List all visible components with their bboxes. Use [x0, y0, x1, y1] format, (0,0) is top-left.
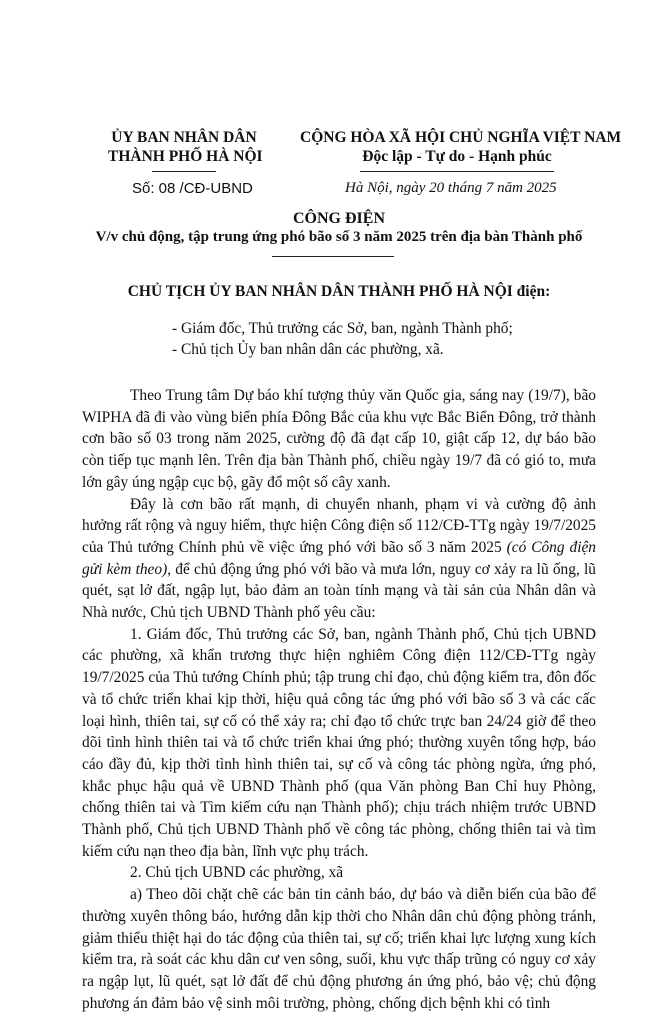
- subject-underline: [272, 256, 394, 257]
- document-type-title: CÔNG ĐIỆN: [292, 210, 385, 227]
- body-paragraph-4: 2. Chủ tịch UBND các phường, xã: [130, 864, 344, 882]
- org-name-line2: THÀNH PHỐ HÀ NỘI: [108, 148, 263, 165]
- org-underline: [152, 171, 216, 172]
- country-name: CỘNG HÒA XÃ HỘI CHỦ NGHĨA VIỆT NAM: [300, 129, 622, 146]
- document-number: Số: 08 /CĐ-UBND: [132, 180, 253, 197]
- sender-line: CHỦ TỊCH ỦY BAN NHÂN DÂN THÀNH PHỐ HÀ NỘI điện:: [127, 283, 551, 300]
- recipient-item: - Giám đốc, Thủ trưởng các Sở, ban, ngành Thành phố;: [172, 320, 513, 337]
- body-paragraph-2: Đây là cơn bão rất mạnh, di chuyển nhanh, phạm vi và cường độ ảnh hưởng rất rộng và nguy hiểm, thực hiện Công điện số 112/CĐ-TTg ngày 19/7/2025 của Thủ tướng Chính phủ về việc ứng phó với bão số 3 năm 2025 (có Công điện gửi kèm theo), để chủ động ứng phó với bão và mưa lớn, nguy cơ xảy ra lũ ống, lũ quét, sạt lở đất, ngập lụt, bảo đảm an toàn tính mạng và tài sản của Nhân dân và Nhà nước, Chủ tịch UBND Thành phố yêu cầu:: [82, 495, 596, 622]
- body-paragraph-3: 1. Giám đốc, Thủ trưởng các Sở, ban, ngành Thành phố, Chủ tịch UBND các phường, xã khẩn trương thực hiện nghiêm Công điện 112/CĐ-TTg ngày 19/7/2025 của Thủ tướng Chính phủ; tập trung chỉ đạo, chủ động kiểm tra, đôn đốc và tổ chức triển khai kịp thời, hiệu quả công tác ứng phó với bão số 3 và các cấc loại hình, thiên tai, sự cố có thể xảy ra; chỉ đạo tổ chức trực ban 24/24 giờ để theo dõi tình hình thiên tai và tổ chức triển khai ứng phó; thường xuyên tổng hợp, báo cáo đầy đủ, kịp thời tình hình thiên tai, sự cố và công tác phòng ngừa, ứng phó, khắc phục hậu quả về UBND Thành phố (qua Văn phòng Ban Chỉ huy Phòng, chống thiên tai và Tìm kiếm cứu nạn Thành phố); chịu trách nhiệm trước UBND Thành phố, Chủ tịch UBND Thành phố về công tác phòng, chống thiên tai và tìm kiếm cứu nạn theo địa bàn, lĩnh vực phụ trách.: [82, 625, 596, 860]
- document-body: [82, 385, 596, 1014]
- body-paragraph-5: a) Theo dõi chặt chẽ các bản tin cảnh báo, dự báo và diễn biến của bão để thường xuyên thông báo, hướng dẫn kịp thời cho Nhân dân chủ động phòng tránh, giảm thiểu thiệt hại do tác động của thiên tai, sự cố; triển khai lực lượng xung kích kiểm tra, rà soát các khu dân cư ven sông, suối, khu vực thấp trũng có nguy cơ xảy ra ngập lụt, lũ quét, sạt lở đất để chủ động phương án ứng phó, bảo vệ; chủ động phương án đảm bảo vệ sinh môi trường, phòng, chống dịch bệnh khi có tình: [82, 886, 596, 1012]
- motto-underline: [360, 171, 554, 172]
- place-and-date: Hà Nội, ngày 20 tháng 7 năm 2025: [345, 180, 557, 196]
- org-name-line1: ỦY BAN NHÂN DÂN: [111, 129, 257, 146]
- body-paragraph-1: Theo Trung tâm Dự báo khí tượng thủy văn Quốc gia, sáng nay (19/7), bão WIPHA đã đi vào vùng biển phía Đông Bắc của khu vực Bắc Biển Đông, trở thành cơn bão số 03 trong năm 2025, cường độ đã đạt cấp 10, giật cấp 12, dự báo bão còn tiếp tục mạnh lên. Trên địa bàn Thành phố, chiều ngày 19/7 đã có gió to, mưa lớn gây úng ngập cục bộ, gãy đổ một số cây xanh.: [82, 387, 596, 491]
- document-subject: V/v chủ động, tập trung ứng phó bão số 3 năm 2025 trên địa bàn Thành phố: [95, 229, 583, 245]
- national-motto: Độc lập - Tự do - Hạnh phúc: [362, 148, 552, 165]
- recipient-item: - Chủ tịch Ủy ban nhân dân các phường, xã.: [172, 341, 444, 358]
